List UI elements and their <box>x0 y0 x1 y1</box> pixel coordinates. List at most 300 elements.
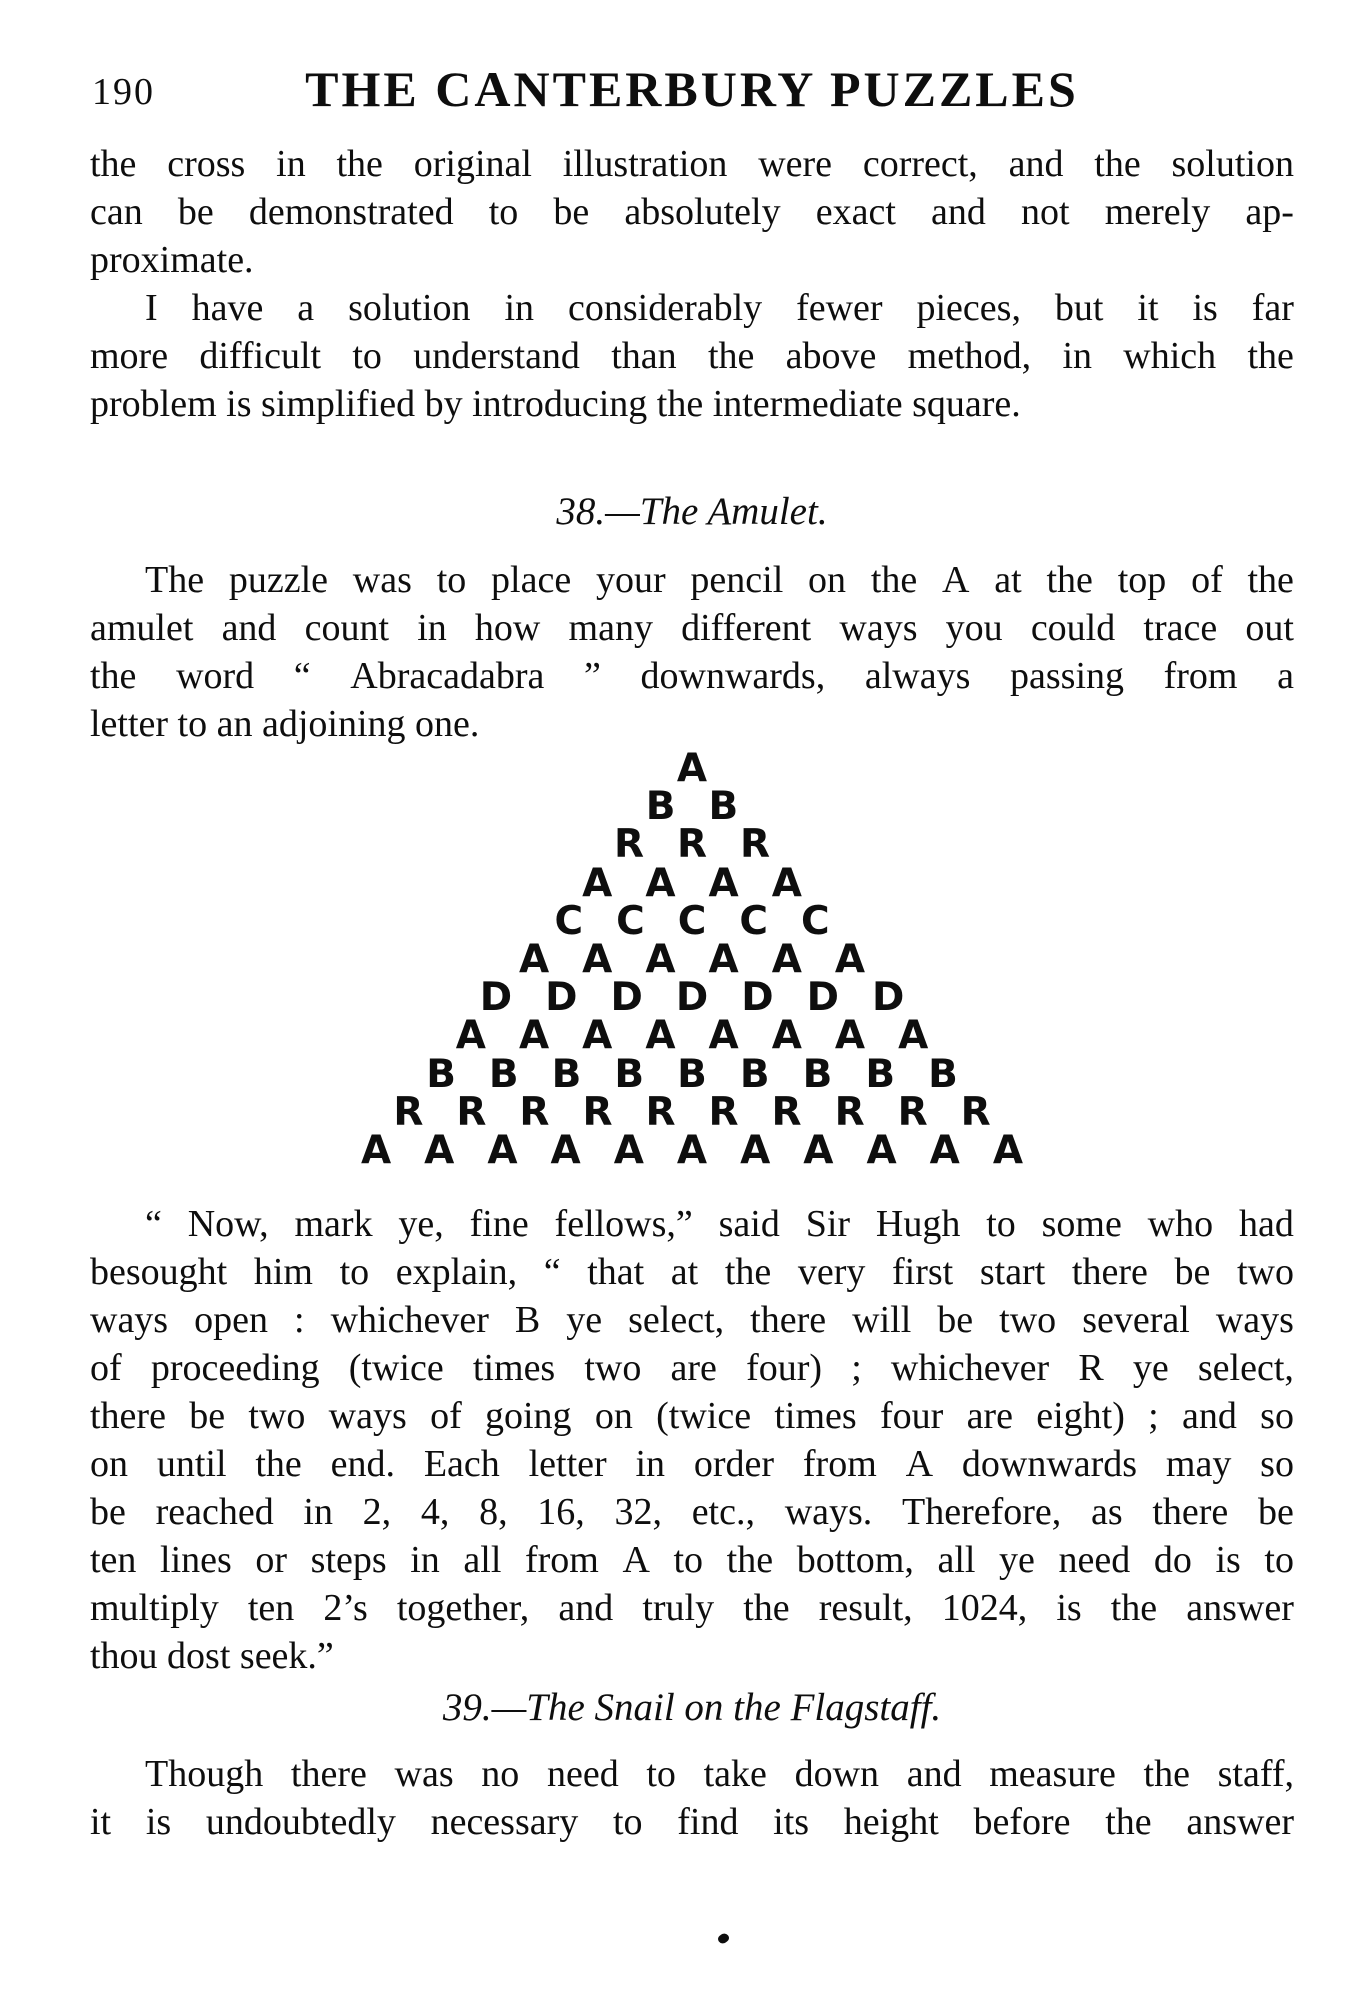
word: do <box>1153 1539 1192 1581</box>
pyramid-letter: B <box>708 784 739 830</box>
word: be <box>553 191 590 233</box>
word: necessary <box>430 1801 579 1843</box>
pyramid-letter: R <box>960 1089 991 1135</box>
word: 8, <box>479 1491 508 1533</box>
pyramid-letter: R <box>613 822 644 868</box>
word: it <box>1137 287 1159 329</box>
pyramid-letter: A <box>424 1127 455 1173</box>
word: The <box>145 559 205 601</box>
word: two <box>248 1395 306 1437</box>
word: you <box>945 607 1003 649</box>
word: to <box>436 559 467 601</box>
pyramid-letter: B <box>645 784 676 830</box>
text-line <box>90 1296 1294 1344</box>
word: no <box>481 1753 520 1795</box>
word: is <box>1215 1539 1241 1581</box>
pyramid-letter: D <box>871 975 905 1021</box>
word: puzzle <box>228 559 329 601</box>
pyramid-letter: B <box>865 1051 896 1097</box>
word: A <box>905 1443 934 1485</box>
text-line <box>90 1798 1294 1846</box>
word: as <box>1090 1491 1123 1533</box>
word: and <box>558 1587 614 1629</box>
text-line <box>90 1584 1294 1632</box>
word: “ <box>145 1203 162 1245</box>
word: ways <box>1215 1299 1294 1341</box>
pyramid-letter: A <box>582 860 613 906</box>
pyramid-letter: A <box>550 1127 581 1173</box>
pyramid-letter: B <box>488 1051 519 1097</box>
word: but <box>1054 287 1104 329</box>
word: which <box>1123 335 1217 377</box>
word: be <box>189 1395 226 1437</box>
word: whichever <box>890 1347 1050 1389</box>
word: were <box>758 143 833 185</box>
word: the <box>726 1539 774 1581</box>
text-line <box>90 1200 1294 1248</box>
word: had <box>1238 1203 1294 1245</box>
word: is <box>145 1801 172 1843</box>
pyramid-letter: B <box>551 1051 582 1097</box>
pyramid-row <box>90 1013 1294 1059</box>
word: there <box>750 1299 827 1341</box>
pyramid-letter: A <box>676 746 708 792</box>
word: ap- <box>1245 191 1294 233</box>
word: solution <box>1171 143 1294 185</box>
word: all <box>937 1539 976 1581</box>
word: word <box>176 655 255 697</box>
word: pencil <box>690 559 784 601</box>
word: (twice <box>348 1347 444 1389</box>
pyramid-letter: D <box>479 975 513 1021</box>
paragraph-amulet-intro <box>90 556 1294 748</box>
pyramid-letter: B <box>739 1051 770 1097</box>
word: ; <box>1148 1395 1159 1437</box>
word: Each <box>423 1443 500 1485</box>
pyramid-letter: D <box>806 975 839 1021</box>
pyramid-letter: R <box>582 1089 613 1135</box>
word: take <box>703 1753 767 1795</box>
word: ways <box>90 1299 169 1341</box>
word: was <box>394 1753 454 1795</box>
text-line: letter to an adjoining one. <box>90 703 480 745</box>
word: to <box>1264 1539 1294 1581</box>
word: need <box>1058 1539 1131 1581</box>
word: from <box>1163 655 1238 697</box>
text-line <box>90 1440 1294 1488</box>
text-line <box>90 284 1294 332</box>
word: explain, <box>395 1251 518 1293</box>
word: a <box>297 287 315 329</box>
pyramid-letter: C <box>739 898 768 944</box>
pyramid-letter: R <box>519 1089 550 1135</box>
word: cross <box>167 143 246 185</box>
word: 32, <box>614 1491 662 1533</box>
word: its <box>773 1801 810 1843</box>
word: the <box>870 559 918 601</box>
word: truly <box>642 1587 715 1629</box>
pyramid-letter: D <box>741 975 774 1021</box>
pyramid-letter: A <box>518 937 550 983</box>
text-line <box>90 604 1294 652</box>
word: the <box>90 143 137 185</box>
pyramid-letter: A <box>771 937 802 983</box>
pyramid-letter: A <box>898 1013 929 1059</box>
pyramid-letter: B <box>614 1051 645 1097</box>
word: reached <box>155 1491 274 1533</box>
word: undoubtedly <box>205 1801 396 1843</box>
pyramid-letter: A <box>582 937 613 983</box>
word: there <box>90 1395 166 1437</box>
word: demonstrated <box>248 191 454 233</box>
word: ; <box>851 1347 862 1389</box>
word: will <box>852 1299 912 1341</box>
word: passing <box>1010 655 1124 697</box>
word: of <box>430 1395 462 1437</box>
word: and <box>221 607 277 649</box>
pyramid-letter: B <box>677 1051 707 1097</box>
pyramid-letter: D <box>675 975 709 1021</box>
pyramid-letter: A <box>360 1127 392 1173</box>
pyramid-row <box>90 1089 1294 1135</box>
word: exact <box>815 191 896 233</box>
word: fine <box>469 1203 529 1245</box>
word: how <box>474 607 541 649</box>
word: original <box>413 143 532 185</box>
pyramid-letter: A <box>771 860 802 906</box>
word: A <box>942 559 970 601</box>
pyramid-letter: A <box>740 1127 771 1173</box>
word: select, <box>1197 1347 1294 1389</box>
pyramid-letter: C <box>554 898 584 944</box>
word: result, <box>818 1587 913 1629</box>
word: far <box>1251 287 1294 329</box>
pyramid-letter: B <box>426 1051 456 1097</box>
word: down <box>794 1753 880 1795</box>
pyramid-row <box>90 860 1294 906</box>
word: illustration <box>562 143 728 185</box>
word: to <box>986 1203 1016 1245</box>
word: place <box>491 559 572 601</box>
word: the <box>1110 1587 1158 1629</box>
word: fellows,” <box>554 1203 693 1245</box>
word: merely <box>1104 191 1211 233</box>
pyramid-letter: A <box>866 1127 897 1173</box>
word: in <box>303 1491 333 1533</box>
word: and <box>1008 143 1064 185</box>
word: in <box>417 607 447 649</box>
word: above <box>785 335 877 377</box>
word: method, <box>907 335 1032 377</box>
word: the <box>336 143 383 185</box>
pyramid-letter: R <box>834 1089 865 1135</box>
word: to <box>646 1753 676 1795</box>
word: to <box>673 1539 704 1581</box>
word: are <box>670 1347 717 1389</box>
text-line <box>90 1750 1294 1798</box>
word: Hugh <box>875 1203 961 1245</box>
pyramid-letter: C <box>616 898 645 944</box>
word: there <box>1152 1491 1229 1533</box>
pyramid-letter: A <box>582 1013 613 1059</box>
pyramid-letter: A <box>992 1127 1024 1173</box>
word: two <box>584 1347 642 1389</box>
word: absolutely <box>624 191 781 233</box>
word: is <box>1192 287 1218 329</box>
word: R <box>1078 1347 1104 1389</box>
word: not <box>1021 191 1070 233</box>
paragraph-intro-continuation <box>90 140 1294 284</box>
pyramid-letter: R <box>771 1089 802 1135</box>
word: in <box>410 1539 440 1581</box>
word: ye, <box>398 1203 444 1245</box>
pyramid-letter: A <box>708 1013 739 1059</box>
pyramid-letter: A <box>676 1127 708 1173</box>
word: in <box>1062 335 1092 377</box>
word: find <box>677 1801 739 1843</box>
word: than <box>611 335 677 377</box>
text-line: problem is simplified by introducing the intermediate square. <box>90 383 1021 425</box>
word: measure <box>989 1753 1116 1795</box>
word: to <box>339 1251 370 1293</box>
pyramid-row <box>90 822 1294 868</box>
word: Abracadabra <box>350 655 545 697</box>
word: trace <box>1143 607 1218 649</box>
word: in <box>276 143 306 185</box>
word: and <box>906 1753 962 1795</box>
word: so <box>1260 1443 1294 1485</box>
word: : <box>294 1299 305 1341</box>
word: who <box>1147 1203 1214 1245</box>
paragraph-snail-intro <box>90 1750 1294 1846</box>
section-heading-38-the-amulet: 38.—The Amulet. <box>556 490 828 533</box>
word: at <box>670 1251 699 1293</box>
pyramid-letter: A <box>708 937 739 983</box>
paragraph-intro-second <box>90 284 1294 428</box>
word: steps <box>310 1539 387 1581</box>
pyramid-letter: A <box>645 860 676 906</box>
pyramid-letter: C <box>800 898 830 944</box>
word: 2, <box>362 1491 392 1533</box>
pyramid-letter: R <box>740 822 771 868</box>
pyramid-letter: A <box>803 1127 834 1173</box>
word: B <box>514 1299 541 1341</box>
word: more <box>90 335 169 377</box>
word: the <box>1143 1753 1190 1795</box>
word: on <box>594 1395 633 1437</box>
word: him <box>253 1251 313 1293</box>
word: top <box>1117 559 1167 601</box>
pyramid-letter: B <box>802 1051 833 1097</box>
word: Though <box>145 1753 264 1795</box>
word: there <box>1071 1251 1148 1293</box>
pyramid-row <box>90 1051 1294 1097</box>
word: ye <box>566 1299 603 1341</box>
word: 2’s <box>323 1587 368 1629</box>
word: ways <box>328 1395 407 1437</box>
word: downwards <box>961 1443 1138 1485</box>
word: out <box>1245 607 1294 649</box>
word: in <box>504 287 535 329</box>
text-line <box>90 1392 1294 1440</box>
word: pieces, <box>916 287 1021 329</box>
pyramid-letter: C <box>677 898 707 944</box>
pyramid-letter: A <box>645 1013 676 1059</box>
word: some <box>1041 1203 1122 1245</box>
word: it <box>90 1801 112 1843</box>
word: besought <box>90 1251 228 1293</box>
text-line: thou dost seek.” <box>90 1635 334 1677</box>
text-line <box>90 1536 1294 1584</box>
pyramid-letter: R <box>676 822 708 868</box>
word: four) <box>746 1347 823 1389</box>
word: multiply <box>90 1587 219 1629</box>
word: ” <box>584 655 601 697</box>
abracadabra-pyramid-figure <box>90 746 1294 1173</box>
word: the <box>724 1251 772 1293</box>
paragraph-sir-hugh-quote <box>90 1200 1294 1680</box>
word: several <box>1082 1299 1190 1341</box>
word: there <box>290 1753 367 1795</box>
word: height <box>843 1801 939 1843</box>
text-line <box>90 188 1294 236</box>
pyramid-letter: D <box>610 975 643 1021</box>
text-line <box>90 1344 1294 1392</box>
word: and <box>1182 1395 1237 1437</box>
word: A <box>622 1539 650 1581</box>
pyramid-letter: A <box>455 1013 486 1059</box>
word: ways. <box>784 1491 873 1533</box>
word: ye <box>999 1539 1035 1581</box>
word: ten <box>90 1539 137 1581</box>
word: or <box>255 1539 288 1581</box>
word: the <box>1094 143 1141 185</box>
word: need <box>546 1753 619 1795</box>
text-line <box>90 332 1294 380</box>
word: the <box>255 1443 302 1485</box>
text-line <box>90 556 1294 604</box>
word: from <box>524 1539 599 1581</box>
word: the <box>1105 1801 1152 1843</box>
word: before <box>973 1801 1071 1843</box>
word: the <box>1046 559 1093 601</box>
word: your <box>595 559 666 601</box>
word: different <box>681 607 812 649</box>
word: four <box>879 1395 944 1437</box>
word: Now, <box>187 1203 269 1245</box>
word: open <box>194 1299 268 1341</box>
word: two <box>1236 1251 1294 1293</box>
word: the <box>1247 559 1294 601</box>
pyramid-letter: A <box>834 937 866 983</box>
pyramid-letter: R <box>897 1089 928 1135</box>
word: of <box>90 1347 122 1389</box>
word: the <box>743 1587 790 1629</box>
word: (twice <box>656 1395 752 1437</box>
pyramid-letter: R <box>456 1089 487 1135</box>
word: of <box>1191 559 1223 601</box>
word: on <box>90 1443 128 1485</box>
word: a <box>1277 655 1294 697</box>
word: difficult <box>199 335 322 377</box>
word: answer <box>1186 1587 1294 1629</box>
text-line <box>90 652 1294 700</box>
word: have <box>191 287 264 329</box>
word: from <box>802 1443 877 1485</box>
word: times <box>472 1347 556 1389</box>
word: ten <box>247 1587 295 1629</box>
pyramid-letter: R <box>645 1089 676 1135</box>
pyramid-row <box>90 898 1294 944</box>
word: so <box>1260 1395 1294 1437</box>
word: at <box>994 559 1022 601</box>
word: in <box>635 1443 666 1485</box>
word: together, <box>396 1587 530 1629</box>
word: was <box>352 559 412 601</box>
word: whichever <box>330 1299 489 1341</box>
word: 16, <box>537 1491 585 1533</box>
pyramid-letter: A <box>771 1013 802 1059</box>
pyramid-row <box>90 975 1294 1021</box>
word: ways <box>839 607 918 649</box>
word: until <box>156 1443 227 1485</box>
word: select, <box>628 1299 725 1341</box>
word: all <box>463 1539 502 1581</box>
word: “ <box>293 655 311 697</box>
word: to <box>612 1801 643 1843</box>
word: eight) <box>1036 1395 1125 1437</box>
word: may <box>1165 1443 1232 1485</box>
word: downwards, <box>640 655 826 697</box>
word: fewer <box>796 287 883 329</box>
word: always <box>864 655 971 697</box>
word: 4, <box>420 1491 450 1533</box>
word: first <box>892 1251 954 1293</box>
pyramid-letter: A <box>708 860 739 906</box>
word: times <box>774 1395 857 1437</box>
word: ye <box>1132 1347 1169 1389</box>
word: is <box>1056 1587 1082 1629</box>
running-title: THE CANTERBURY PUZZLES <box>305 61 1079 117</box>
word: understand <box>413 335 580 377</box>
word: order <box>693 1443 775 1485</box>
text-line <box>90 1248 1294 1296</box>
word: Sir <box>805 1203 851 1245</box>
word: said <box>718 1203 780 1245</box>
word: considerably <box>567 287 763 329</box>
page-number: 190 <box>92 71 155 113</box>
word: very <box>797 1251 866 1293</box>
text-line <box>90 140 1294 188</box>
pyramid-letter: A <box>613 1127 644 1173</box>
word: many <box>568 607 653 649</box>
word: etc., <box>691 1491 755 1533</box>
word: correct, <box>862 143 978 185</box>
word: staff, <box>1217 1753 1294 1795</box>
word: Therefore, <box>902 1491 1062 1533</box>
word: be <box>1258 1491 1294 1533</box>
section-heading-39-the-snail-on-the-flagstaff: 39.—The Snail on the Flagstaff. <box>442 1686 942 1729</box>
word: mark <box>294 1203 373 1245</box>
word: letter <box>528 1443 607 1485</box>
word: two <box>999 1299 1057 1341</box>
pyramid-letter: A <box>645 937 676 983</box>
ink-speck-artifact <box>716 1932 730 1946</box>
pyramid-row <box>90 937 1294 983</box>
word: be <box>937 1299 974 1341</box>
word: proceeding <box>150 1347 320 1389</box>
word: are <box>966 1395 1013 1437</box>
